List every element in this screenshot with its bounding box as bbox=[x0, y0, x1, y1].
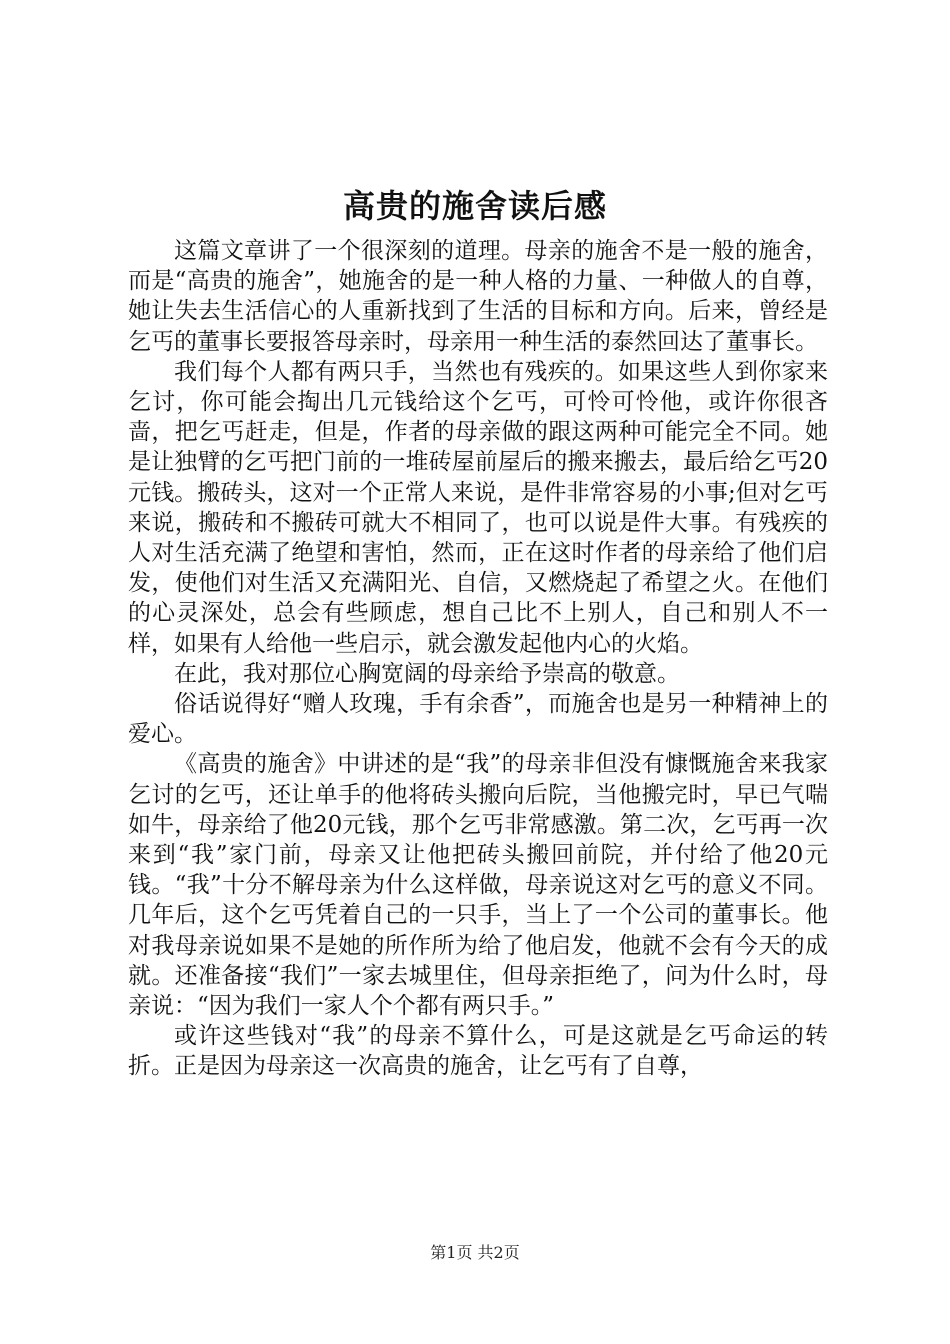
paragraph: 这篇文章讲了一个很深刻的道理。母亲的施舍不是一般的施舍，而是“高贵的施舍”，她施舍的是一种人格的力量、一种做人的自尊，她让失去生活信心的人重新找到了生活的目标和方向。后来，曾经是乞丐的董事长要报答母亲时，母亲用一种生活的泰然回达了董事长。 bbox=[128, 238, 828, 355]
paragraph: 我们每个人都有两只手，当然也有残疾的。如果这些人到你家来乞讨，你可能会掏出几元钱给这个乞丐，可怜可怜他，或许你很吝啬，把乞丐赶走，但是，作者的母亲做的跟这两种可能完全不同。她是让独臂的乞丐把门前的一堆砖屋前屋后的搬来搬去，最后给乞丐20元钱。搬砖头，这对一个正常人来说，是件非常容易的小事;但对乞丐来说，搬砖和不搬砖可就大不相同了，也可以说是件大事。有残疾的人对生活充满了绝望和害怕，然而，正在这时作者的母亲给了他们启发，使他们对生活又充满阳光、自信，又燃烧起了希望之火。在他们的心灵深处，总会有些顾虑，想自己比不上别人，自己和别人不一样，如果有人给他一些启示，就会激发起他内心的火焰。 bbox=[128, 358, 828, 657]
paragraph: 《高贵的施舍》中讲述的是“我”的母亲非但没有慷慨施舍来我家乞讨的乞丐，还让单手的他将砖头搬向后院，当他搬完时，早已气喘如牛，母亲给了他20元钱，那个乞丐非常感激。第二次，乞丐再一次来到“我”家门前，母亲又让他把砖头搬回前院，并付给了他20元钱。“我”十分不解母亲为什么这样做，母亲说这对乞丐的意义不同。几年后，这个乞丐凭着自己的一只手，当上了一个公司的董事长。他对我母亲说如果不是她的所作所为给了他启发，他就不会有今天的成就。还准备接“我们”一家去城里住，但母亲拒绝了，问为什么时，母亲说：“因为我们一家人个个都有两只手。” bbox=[128, 751, 828, 1020]
page-number-footer: 第1页 共2页 bbox=[430, 1243, 520, 1262]
paragraph: 或许这些钱对“我”的母亲不算什么，可是这就是乞丐命运的转折。正是因为母亲这一次高贵的施舍，让乞丐有了自尊， bbox=[128, 1023, 828, 1080]
document-body bbox=[128, 236, 828, 1082]
paragraph: 俗话说得好“赠人玫瑰，手有余香”，而施舍也是另一种精神上的爱心。 bbox=[128, 691, 828, 748]
paragraph: 在此，我对那位心胸宽阔的母亲给予崇高的敬意。 bbox=[174, 660, 680, 687]
document-title: 高贵的施舍读后感 bbox=[342, 187, 607, 225]
